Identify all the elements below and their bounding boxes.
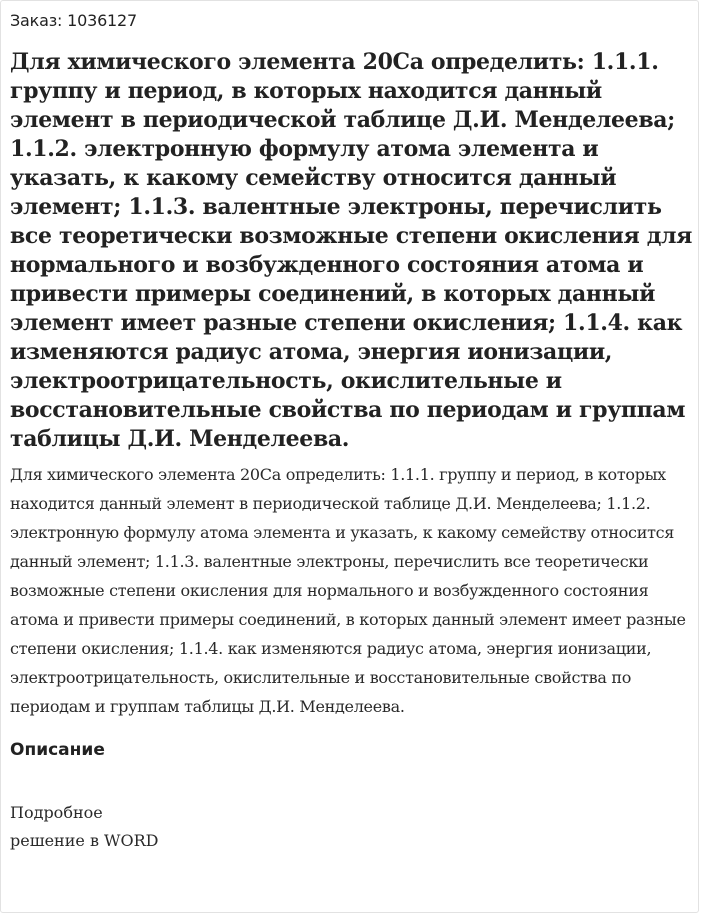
solution-line-2: решение в WORD — [10, 831, 159, 850]
description-heading: Описание — [10, 740, 105, 760]
order-number-value: 1036127 — [67, 11, 137, 30]
solution-details — [10, 799, 694, 855]
task-description: Для химического элемента 20Са определить: 1.1.1. группу и период, в которых находится данный элемент в периодической таблице Д.И. Менделеева; 1.1.2. электронную формулу атома элемента и указать, к какому семейству относится данный элемент; 1.1.3. валентные электроны, перечислить все теоретически возможные степени окисления для нормального и возбужденного состояния атома и привести примеры соединений, в которых данный элемент имеет разные степени окисления; 1.1.4. как изменяются радиус атома, энергия ионизации, электроотрицательность, окислительные и восстановительные свойства по периодам и группам таблицы Д.И. Менделеева. — [10, 465, 686, 716]
order-content — [10, 8, 694, 855]
order-label: Заказ: — [10, 11, 63, 30]
task-title: Для химического элемента 20Са определить: 1.1.1. группу и период, в которых находится данный элемент в периодической таблице Д.И. Менделеева; 1.1.2. электронную формулу атома элемента и указать, к какому семейству относится данный элемент; 1.1.3. валентные электроны, перечислить все теоретически возможные степени окисления для нормального и возбужденного состояния атома и привести примеры соединений, в которых данный элемент имеет разные степени окисления; 1.1.4. как изменяются радиус атома, энергия ионизации, электроотрицательность, окислительные и восстановительные свойства по периодам и группам таблицы Д.И. Менделеева. — [10, 49, 693, 452]
order-number — [10, 8, 694, 34]
solution-line-1: Подробное — [10, 803, 103, 822]
